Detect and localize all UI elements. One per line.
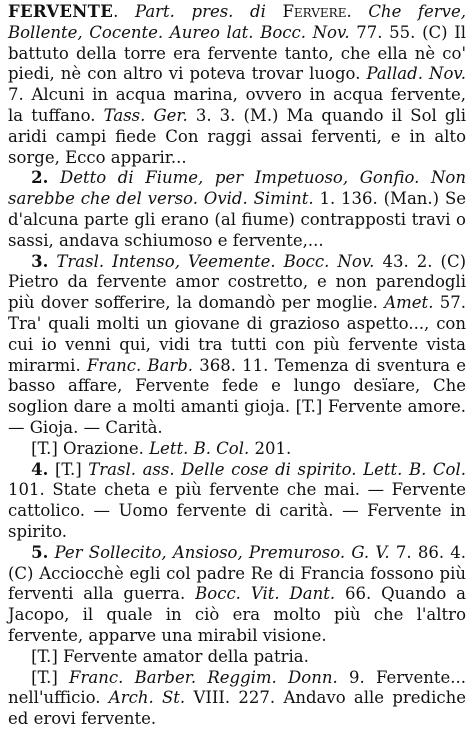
quotation: 101. State cheta e più fervente che mai. — Fervente cattolico. — Uomo fervente di carità. — Fervente in spirito. <box>8 480 466 541</box>
source-citation: Tass. Ger. <box>103 105 188 125</box>
source-citation: Bocc. Vit. Dant. <box>195 584 336 604</box>
sense-number: 5. <box>31 542 49 562</box>
quotation: 3. 3. (M.) Ma quando il Sol gli aridi campi fiede Con raggi assai ferventi, e in alto sorge, Ecco apparir... <box>8 105 466 167</box>
citation-number: 201. <box>254 438 292 458</box>
grammar-note: Part. pres. di <box>134 2 266 21</box>
subsense-text: [T.] Orazione. <box>31 438 144 458</box>
quotation: 7. 86. 4. (C) Acciocchè egli col padre Re di Francia fossono più ferventi alla guerra. <box>8 542 467 604</box>
source-citation: Pallad. Nov. <box>366 64 467 84</box>
source-citation: Arch. St. <box>108 688 186 708</box>
quotation: VIII. 227. Andavo alle prediche ed erovi fervente. <box>8 688 467 729</box>
quotation: 7. Alcuni in acqua marina, ovvero in acqua fervente, la tuffano. <box>8 85 466 125</box>
tag: [T.] <box>31 667 58 687</box>
sense-5-sub-1 <box>8 647 466 668</box>
source-citation: Aureo lat. Bocc. Nov. <box>169 22 350 42</box>
entry-intro: FERVENTE. Part. pres. di Fervere. Che ferve, Bollente, Cocente. Aureo lat. Bocc. Nov. 77. 55. (C) Il battuto della torre era fervente tanto, che ella nè co' piedi, nè con altro vi poteva trovar luogo. Pallad. Nov. 7. Alcuni in acqua marina, ovvero in acqua fervente, la tuffano. Tass. Ger. 3. 3. (M.) Ma quando il Sol gli aridi campi fiede Con raggi assai ferventi, e in alto sorge, Ecco apparir... <box>8 2 467 167</box>
source-citation: Lett. B. Col. <box>149 438 250 458</box>
source-citation: Franc. Barber. Reggim. Donn. <box>69 667 338 687</box>
cross-reference: Fervere <box>282 2 347 21</box>
definition: Trasl. ass. Delle cose di spirito. Lett. B. Col. <box>88 459 466 479</box>
sense-number: 3. <box>31 251 49 271</box>
sense-3-sub <box>8 439 466 460</box>
sense-3 <box>8 252 466 439</box>
sense-2 <box>8 168 466 251</box>
subsense-text: [T.] Fervente amator della patria. <box>31 646 309 666</box>
quotation: 368. 11. Temenza di sventura e basso affare, Fervente fede e lungo desïare, Che soglion dare a molti amanti gioja. [T.] Fervente amore. — Gioja. — Carità. <box>8 355 467 437</box>
quotation: 57. Tra' quali molti un giovane di grazioso aspetto..., con cui io venni qui, vidi tra tutti con più fervente vista mirarmi. <box>8 293 467 375</box>
sense-5-sub-2 <box>8 668 466 730</box>
source-citation: Franc. Barb. <box>86 355 194 375</box>
sense-4 <box>8 460 466 543</box>
quotation: 1. 136. (Man.) Se d'alcuna parte gli erano (al fiume) contrapposti travi o sassi, andava schiumoso e fervente,... <box>8 189 467 250</box>
definition: Per Sollecito, Ansioso, Premuroso. G. V. <box>54 542 390 562</box>
quotation: 9. Fervente... nell'ufficio. <box>8 667 466 708</box>
quotation: (C) Il battuto della torre era fervente tanto, che ella nè co' piedi, nè con altro vi poteva trovar luogo. <box>8 22 467 84</box>
quotation: 66. Quando a Jacopo, il quale in ciò era molto più che l'altro fervente, apparve una mirabil visione. <box>8 584 466 645</box>
definition: Detto di Fiume, per Impetuoso, Gonfio. Non sarebbe che del verso. Ovid. Simint. <box>8 168 466 209</box>
source-citation: Amet. <box>384 293 434 313</box>
citation-number: 77. 55. <box>356 22 416 42</box>
tag: [T.] <box>54 459 82 479</box>
definition: Trasl. Intenso, Veemente. Bocc. Nov. <box>56 251 375 271</box>
headword: FERVENTE <box>8 2 114 21</box>
sense-number: 2. <box>31 168 49 188</box>
definition: Che ferve, Bollente, Cocente. <box>8 2 466 42</box>
quotation: 43. 2. (C) Pietro da fervente amor costretto, e non parendogli più dover sofferire, la domandò per moglie. <box>8 251 467 313</box>
sense-number: 4. <box>31 459 49 479</box>
sense-5 <box>8 543 466 647</box>
